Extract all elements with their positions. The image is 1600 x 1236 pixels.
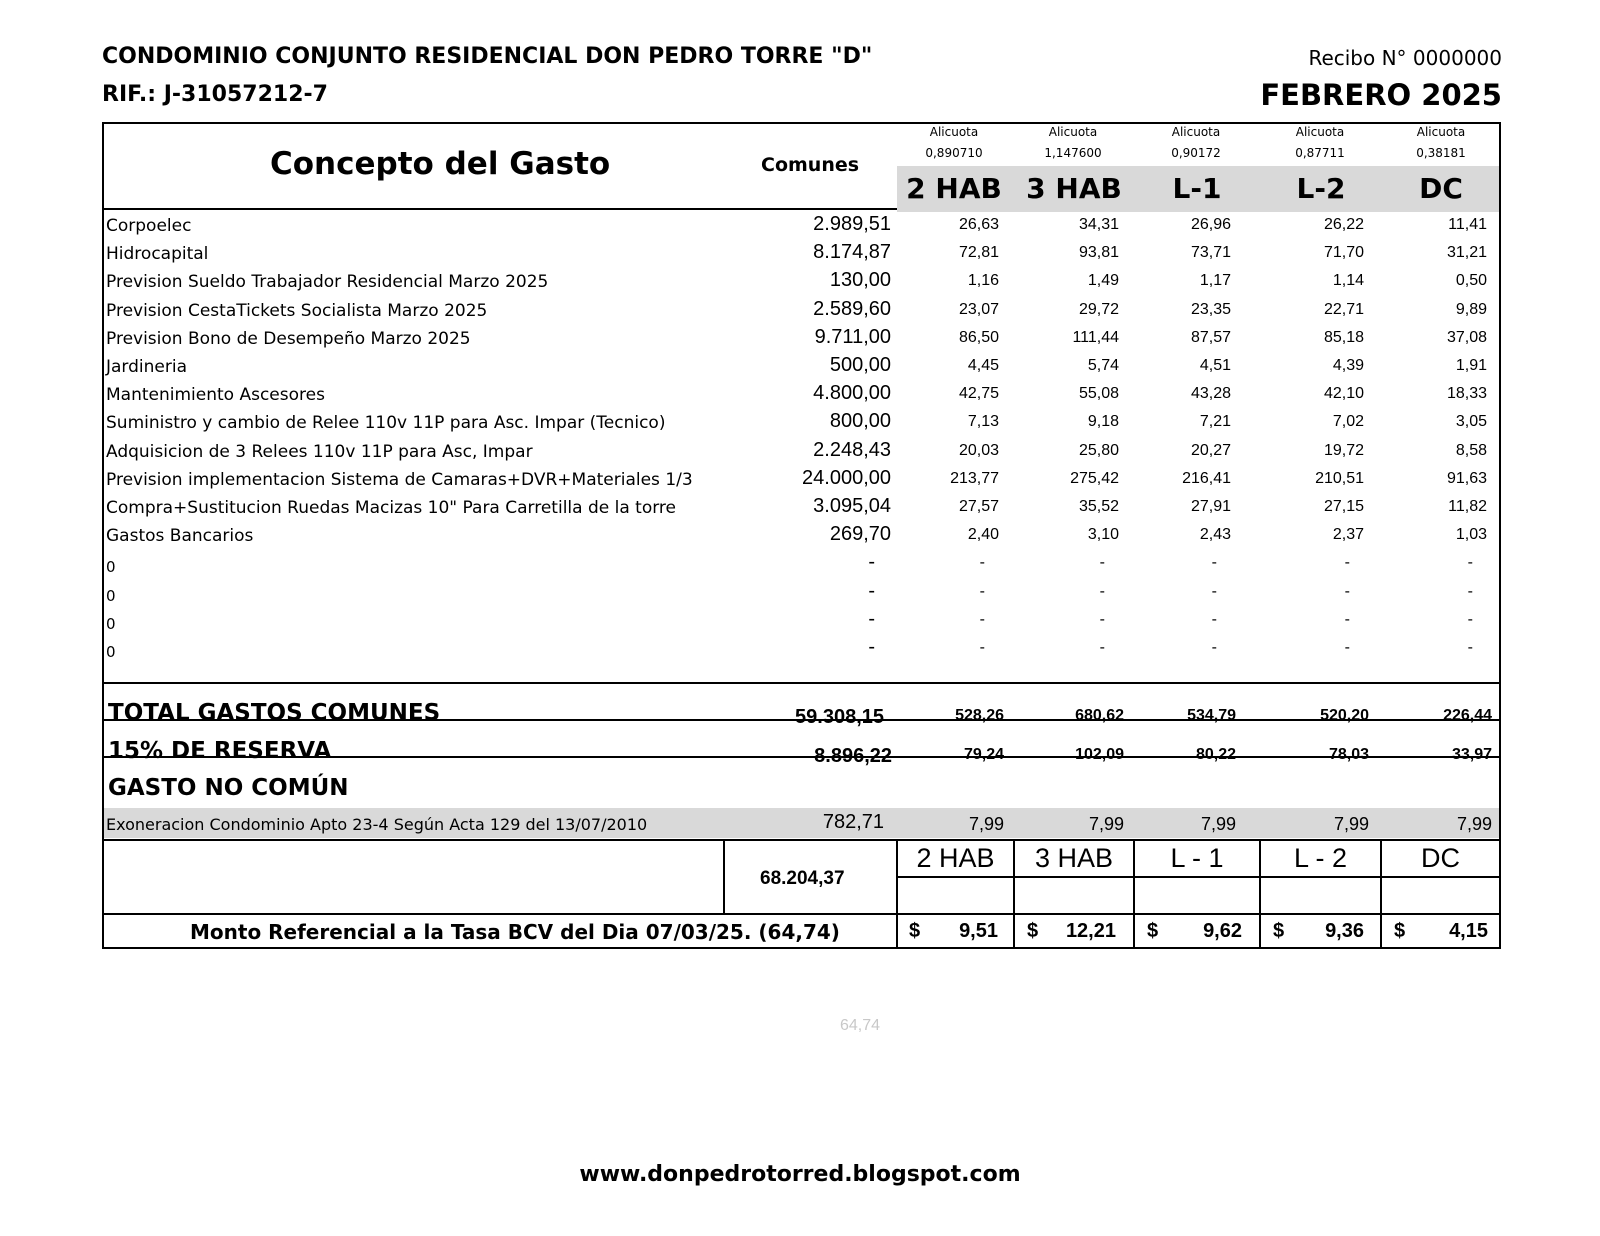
row-unit-amount: 111,44 xyxy=(1072,328,1119,346)
non-common-concept: Exoneracion Condominio Apto 23-4 Según Acta 129 del 13/07/2010 xyxy=(106,815,648,834)
usd-sign: $ xyxy=(1147,920,1159,942)
common-column-title: Comunes xyxy=(761,154,860,176)
row-unit-amount: 86,50 xyxy=(958,328,999,346)
table-row xyxy=(104,466,1499,494)
row-unit-amount: 37,08 xyxy=(1446,328,1487,346)
concept-column-title: Concepto del Gasto xyxy=(270,146,611,182)
aliquot-label: Alicuota xyxy=(1171,125,1221,139)
row-unit-amount: 55,08 xyxy=(1078,385,1119,403)
row-unit-amount: 0,50 xyxy=(1455,272,1487,290)
reserve-3hab: 102,09 xyxy=(1075,746,1124,763)
row-common-amount: - xyxy=(868,636,875,658)
row-unit-amount: 210,51 xyxy=(1315,469,1364,487)
row-unit-amount: 3,05 xyxy=(1455,413,1487,431)
row-unit-amount: 25,80 xyxy=(1078,441,1119,459)
row-concept: 0 xyxy=(106,558,116,577)
non-common-l2: 7,99 xyxy=(1333,814,1369,834)
row-unit-amount: 71,70 xyxy=(1323,244,1364,262)
table-row xyxy=(104,381,1499,409)
table-row xyxy=(104,240,1499,268)
usd-sign: $ xyxy=(1027,920,1039,942)
row-unit-amount: - xyxy=(1211,610,1217,628)
row-unit-amount: 23,07 xyxy=(958,300,999,318)
reserve-label: 15% DE RESERVA xyxy=(108,738,332,764)
row-concept: Adquisicion de 3 Relees 110v 11P para Asc, Impar xyxy=(106,441,533,462)
billing-period: FEBRERO 2025 xyxy=(1260,78,1502,112)
reserve-l1: 80,22 xyxy=(1195,746,1236,763)
footer-unit-3hab: 3 HAB xyxy=(1034,843,1114,873)
table-row xyxy=(104,409,1499,437)
row-unit-amount: - xyxy=(1099,639,1105,656)
row-common-amount: 800,00 xyxy=(829,410,891,433)
row-concept: 0 xyxy=(106,614,116,633)
row-unit-amount: 93,81 xyxy=(1078,244,1119,262)
reserve-l2: 78,03 xyxy=(1328,746,1369,763)
table-row xyxy=(104,550,1499,578)
row-concept: 0 xyxy=(106,643,116,661)
usd-3hab: 12,21 xyxy=(1065,920,1116,942)
row-unit-amount: 20,27 xyxy=(1190,441,1231,459)
row-unit-amount: 22,71 xyxy=(1323,300,1364,318)
row-unit-amount: 72,81 xyxy=(958,244,999,262)
row-common-amount: 3.095,04 xyxy=(813,495,891,517)
row-concept: Prevision implementacion Sistema de Camaras+DVR+Materiales 1/3 xyxy=(106,469,693,490)
table-row xyxy=(104,353,1499,381)
non-common-l1: 7,99 xyxy=(1200,814,1236,834)
row-unit-amount: 1,03 xyxy=(1455,526,1487,544)
row-unit-amount: - xyxy=(979,582,985,600)
row-concept: Compra+Sustitucion Ruedas Macizas 10" Para Carretilla de la torre xyxy=(106,498,676,518)
row-concept: Prevision Bono de Desempeño Marzo 2025 xyxy=(106,328,471,349)
footer-divider xyxy=(102,839,1501,841)
row-unit-amount: - xyxy=(979,554,985,572)
usd-sign: $ xyxy=(909,920,921,942)
table-row xyxy=(104,635,1499,663)
unit-header-3hab: 3 HAB xyxy=(1026,172,1122,205)
reserve-dc: 33,97 xyxy=(1451,746,1492,763)
row-unit-amount: 1,14 xyxy=(1332,272,1364,290)
bcv-reference-label: Monto Referencial a la Tasa BCV del Dia 07/03/25. (64,74) xyxy=(190,920,840,944)
row-unit-amount: 27,15 xyxy=(1323,498,1364,515)
row-unit-amount: 42,10 xyxy=(1323,385,1364,403)
unit-header-l2: L-2 xyxy=(1296,172,1346,205)
row-unit-amount: 23,35 xyxy=(1190,300,1231,318)
non-common-dc: 7,99 xyxy=(1456,814,1492,834)
row-unit-amount: 87,57 xyxy=(1190,328,1231,346)
footer-unit-divider xyxy=(897,876,1501,878)
row-unit-amount: 43,28 xyxy=(1190,385,1231,403)
row-concept: Gastos Bancarios xyxy=(106,526,254,547)
row-unit-amount: 5,74 xyxy=(1087,357,1119,374)
row-unit-amount: 11,82 xyxy=(1448,498,1487,515)
non-common-2hab: 7,99 xyxy=(968,814,1004,834)
table-row xyxy=(104,438,1499,466)
footer-col-line xyxy=(723,839,725,913)
reference-divider xyxy=(102,913,1501,915)
row-common-amount: 2.589,60 xyxy=(813,297,891,320)
row-unit-amount: 2,43 xyxy=(1199,526,1231,544)
row-unit-amount: - xyxy=(979,639,985,656)
row-common-amount: 500,00 xyxy=(829,354,891,376)
row-unit-amount: 4,51 xyxy=(1199,357,1231,374)
row-unit-amount: 8,58 xyxy=(1455,441,1487,459)
row-unit-amount: - xyxy=(1211,582,1217,600)
row-unit-amount: 29,72 xyxy=(1078,300,1119,318)
row-unit-amount: 19,72 xyxy=(1323,441,1364,459)
row-unit-amount: 26,22 xyxy=(1323,216,1364,233)
table-row xyxy=(104,268,1499,296)
aliquot-value-3hab: 1,147600 xyxy=(1044,146,1102,160)
aliquot-label: Alicuota xyxy=(1295,125,1345,139)
row-unit-amount: 31,21 xyxy=(1446,244,1487,262)
row-unit-amount: - xyxy=(1467,582,1473,600)
row-unit-amount: 35,52 xyxy=(1078,498,1119,515)
row-concept: Corpoelec xyxy=(106,216,192,236)
row-concept: Prevision CestaTickets Socialista Marzo 2025 xyxy=(106,300,488,321)
footer-unit-l2: L - 2 xyxy=(1293,843,1348,873)
row-unit-amount: 11,41 xyxy=(1448,216,1487,233)
total-l2: 520,20 xyxy=(1320,707,1369,724)
total-common-label: TOTAL GASTOS COMUNES xyxy=(108,700,441,726)
total-common-amount: 59.308,15 xyxy=(795,706,884,728)
row-common-amount: - xyxy=(868,607,875,630)
row-unit-amount: 26,96 xyxy=(1190,216,1231,233)
row-common-amount: 9.711,00 xyxy=(814,325,891,348)
usd-sign: $ xyxy=(1394,920,1406,942)
row-unit-amount: 26,63 xyxy=(958,216,999,233)
unit-header-l1: L-1 xyxy=(1172,172,1222,205)
total-3hab: 680,62 xyxy=(1075,707,1124,724)
usd-dc: 4,15 xyxy=(1449,920,1488,942)
usd-sign: $ xyxy=(1273,920,1285,942)
aliquot-value-l2: 0,87711 xyxy=(1295,146,1345,160)
table-row xyxy=(104,297,1499,325)
row-unit-amount: 2,40 xyxy=(967,526,999,544)
unit-header-2hab: 2 HAB xyxy=(906,172,1002,205)
footer-unit-dc: DC xyxy=(1421,843,1460,873)
row-unit-amount: 213,77 xyxy=(950,469,999,487)
row-unit-amount: - xyxy=(1344,610,1350,628)
footer-unit-l1: L - 1 xyxy=(1170,843,1224,873)
row-unit-amount: 42,75 xyxy=(958,385,999,403)
row-unit-amount: 18,33 xyxy=(1446,385,1487,403)
row-concept: Hidrocapital xyxy=(106,244,209,265)
row-unit-amount: - xyxy=(1467,639,1473,656)
usd-l2: 9,36 xyxy=(1325,920,1364,942)
row-unit-amount: - xyxy=(1099,610,1105,628)
row-unit-amount: 2,37 xyxy=(1332,526,1364,544)
total-divider xyxy=(102,682,1501,684)
aliquot-value-2hab: 0,890710 xyxy=(925,146,983,160)
row-concept: 0 xyxy=(106,586,116,605)
row-unit-amount: 4,45 xyxy=(967,357,999,374)
row-unit-amount: 275,42 xyxy=(1070,469,1119,487)
table-row xyxy=(104,212,1499,240)
row-unit-amount: 9,18 xyxy=(1087,413,1119,431)
row-common-amount: - xyxy=(868,551,875,574)
row-unit-amount: 7,02 xyxy=(1332,413,1364,431)
row-unit-amount: - xyxy=(1211,639,1217,656)
row-concept: Prevision Sueldo Trabajador Residencial Marzo 2025 xyxy=(106,272,549,293)
row-unit-amount: - xyxy=(1344,639,1350,656)
row-unit-amount: 1,91 xyxy=(1455,357,1487,374)
row-unit-amount: 1,49 xyxy=(1087,272,1119,290)
row-unit-amount: 1,16 xyxy=(967,272,999,290)
row-unit-amount: 91,63 xyxy=(1446,469,1487,487)
website-link[interactable]: www.donpedrotorred.blogspot.com xyxy=(579,1162,1021,1187)
row-common-amount: 8.174,87 xyxy=(813,241,891,264)
footer-unit-2hab: 2 HAB xyxy=(916,843,995,873)
row-unit-amount: 4,39 xyxy=(1332,357,1364,374)
row-unit-amount: - xyxy=(1211,554,1217,572)
row-unit-amount: 3,10 xyxy=(1087,526,1119,544)
row-unit-amount: - xyxy=(1099,582,1105,600)
row-unit-amount: 7,21 xyxy=(1199,413,1231,431)
row-unit-amount: - xyxy=(1344,582,1350,600)
condominium-name: CONDOMINIO CONJUNTO RESIDENCIAL DON PEDRO TORRE "D" xyxy=(102,44,873,69)
table-row xyxy=(104,325,1499,353)
row-unit-amount: - xyxy=(1467,554,1473,572)
row-common-amount: 269,70 xyxy=(829,523,891,546)
row-unit-amount: 85,18 xyxy=(1323,328,1364,346)
row-unit-amount: 27,91 xyxy=(1190,498,1231,515)
row-concept: Jardineria xyxy=(106,357,187,377)
table-row xyxy=(104,494,1499,522)
row-unit-amount: 73,71 xyxy=(1190,244,1231,262)
exchange-rate-note: 64,74 xyxy=(840,1017,881,1034)
receipt-number: Recibo N° 0000000 xyxy=(1308,46,1502,70)
row-common-amount: - xyxy=(868,579,875,602)
row-concept: Mantenimiento Ascesores xyxy=(106,385,325,406)
row-common-amount: 130,00 xyxy=(829,269,891,292)
non-common-3hab: 7,99 xyxy=(1088,814,1124,834)
row-unit-amount: 20,03 xyxy=(958,441,999,459)
usd-l1: 9,62 xyxy=(1203,920,1242,942)
row-concept: Suministro y cambio de Relee 110v 11P para Asc. Impar (Tecnico) xyxy=(106,413,666,434)
row-common-amount: 2.248,43 xyxy=(813,438,891,461)
table-row xyxy=(104,579,1499,607)
unit-header-dc: DC xyxy=(1419,172,1463,205)
row-unit-amount: - xyxy=(1467,610,1473,628)
row-unit-amount: 216,41 xyxy=(1182,469,1231,487)
row-unit-amount: - xyxy=(1344,554,1350,572)
aliquot-value-l1: 0,90172 xyxy=(1171,146,1221,160)
total-l1: 534,79 xyxy=(1187,707,1236,724)
row-unit-amount: - xyxy=(1099,554,1105,572)
aliquot-value-dc: 0,38181 xyxy=(1416,146,1466,160)
row-unit-amount: 1,17 xyxy=(1199,272,1231,290)
row-common-amount: 24.000,00 xyxy=(802,466,891,489)
row-unit-amount: 7,13 xyxy=(967,413,999,431)
table-row xyxy=(104,522,1499,550)
row-unit-amount: - xyxy=(979,610,985,628)
non-common-label: GASTO NO COMÚN xyxy=(108,775,349,801)
aliquot-label: Alicuota xyxy=(1416,125,1466,139)
total-2hab: 528,26 xyxy=(955,707,1004,724)
reserve-amount: 8.896,22 xyxy=(814,745,892,767)
row-common-amount: 2.989,51 xyxy=(813,213,891,235)
row-unit-amount: 27,57 xyxy=(958,498,999,515)
non-common-amount: 782,71 xyxy=(822,811,884,833)
aliquot-label: Alicuota xyxy=(1048,125,1098,139)
total-dc: 226,44 xyxy=(1443,707,1492,724)
usd-2hab: 9,51 xyxy=(959,920,998,942)
table-row xyxy=(104,607,1499,635)
grand-total-amount: 68.204,37 xyxy=(760,868,845,889)
row-common-amount: 4.800,00 xyxy=(813,382,891,405)
row-unit-amount: 9,89 xyxy=(1455,300,1487,318)
aliquot-label: Alicuota xyxy=(929,125,979,139)
reserve-2hab: 79,24 xyxy=(963,746,1004,763)
rif-number: RIF.: J-31057212-7 xyxy=(102,82,328,107)
row-unit-amount: 34,31 xyxy=(1078,216,1119,233)
